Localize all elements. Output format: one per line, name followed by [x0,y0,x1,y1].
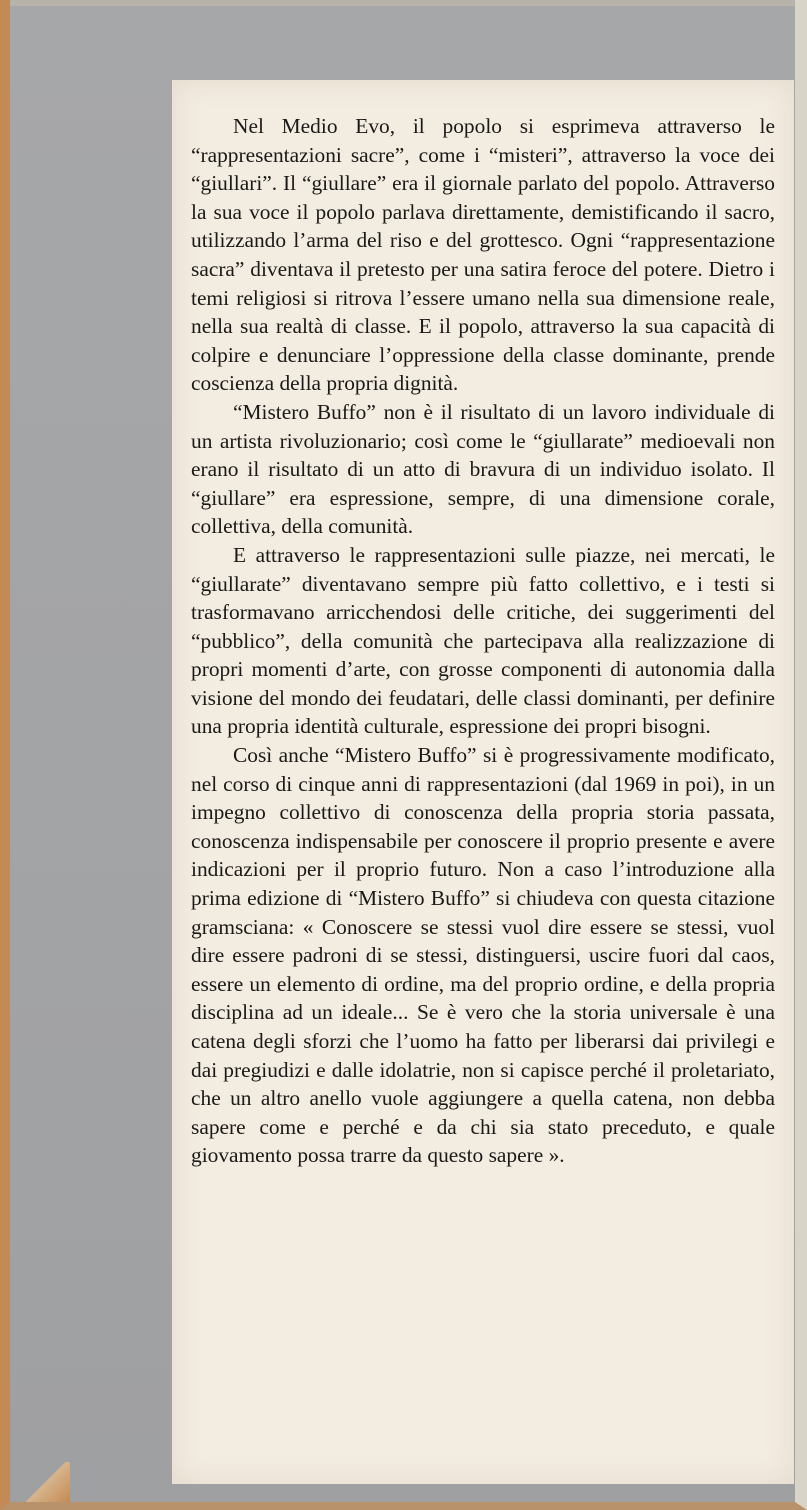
blurb-text [191,112,775,1170]
cover-top-edge [10,0,795,6]
blurb-panel [172,80,794,1484]
blurb-paragraph-4: Così anche “Mistero Buffo” si è progressivamente modificato, nel corso di cinque anni di rappresentazioni (dal 1969 in poi), in un impegno collettivo di conoscenza della propria storia passata, conoscenza indispensabile per conoscere il proprio presente e avere indicazioni per il proprio futuro. Non a caso l’introduzione alla prima edizione di “Mistero Buffo” si chiudeva con questa citazione gramsciana: « Conoscere se stessi vuol dire essere se stessi, vuol dire essere padroni di se stessi, distinguersi, uscire fuori dal caos, essere un elemento di ordine, ma del proprio ordine, e della propria disciplina ad un ideale... Se è vero che la storia universale è una catena degli sforzi che l’uomo ha fatto per liberarsi dai privilegi e dai pregiudizi e dalle idolatrie, non si capisce perché il proletariato, che un altro anello vuole aggiungere a quella catena, non debba sapere come e perché e da chi sia stato preceduto, e quale giovamento possa trarre da questo sapere ». [191,743,775,1168]
blurb-paragraph-1: Nel Medio Evo, il popolo si esprimeva attraverso le “rappresentazioni sacre”, come i “misteri”, attraverso la voce dei “giullari”. Il “giullare” era il giornale parlato del popolo. Attraverso la sua voce il popolo parlava direttamente, demistificando il sacro, utilizzando l’arma del riso e del grottesco. Ogni “rappresentazione sacra” diventava il pretesto per una satira feroce del potere. Dietro i temi religiosi si ritrova l’essere umano nella sua dimensione reale, nella sua realtà di classe. E il popolo, attraverso la sua capacità di colpire e denunciare l’oppressione della classe dominante, prende coscienza della propria dignità. [191,114,775,396]
worn-corner [10,1462,70,1502]
blurb-paragraph-2: “Mistero Buffo” non è il risultato di un lavoro individuale di un artista rivoluzionario; così come le “giullarate” medioevali non erano il risultato di un atto di bravura di un individuo isolato. Il “giullare” era espressione, sempre, di una dimensione corale, collettiva, della comunità. [191,399,775,539]
blurb-paragraph-3: E attraverso le rappresentazioni sulle piazze, nei mercati, le “giullarate” diventavano sempre più fatto collettivo, e i testi si trasformavano arricchendosi delle critiche, dei suggerimenti del “pubblico”, della comunità che partecipava alla realizzazione di propri momenti d’arte, con grosse componenti di autonomia dalla visione del mondo dei feudatari, delle classi dominanti, per definire una propria identità culturale, espressione dei propri bisogni. [191,542,775,739]
